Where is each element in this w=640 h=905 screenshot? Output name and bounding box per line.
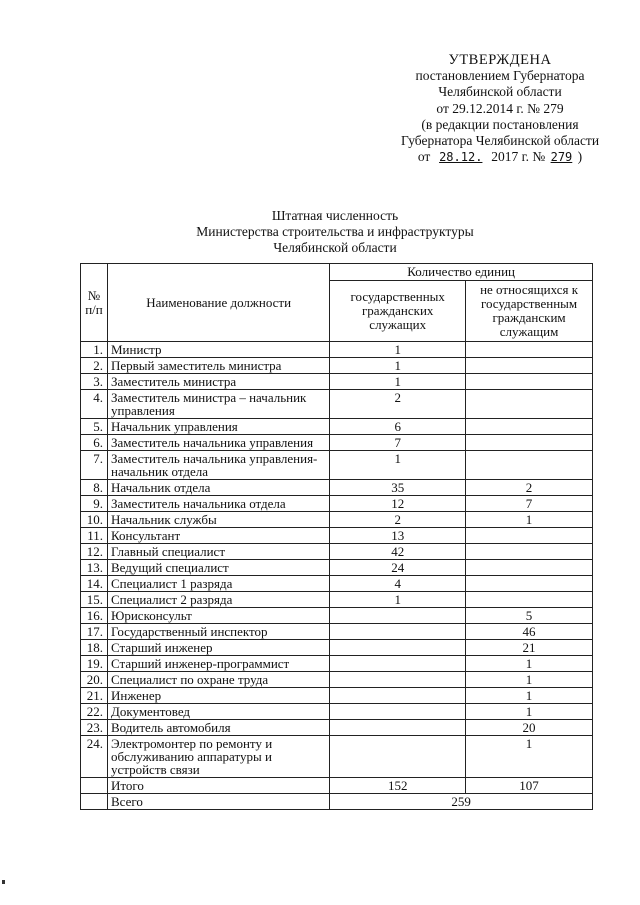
row-civil-count: 1 bbox=[330, 374, 466, 390]
table-row bbox=[81, 342, 593, 358]
approval-stamp bbox=[380, 52, 620, 165]
row-civil-count bbox=[330, 624, 466, 640]
amendment-close: ) bbox=[577, 149, 583, 165]
table-row bbox=[81, 374, 593, 390]
row-number: 22. bbox=[81, 704, 108, 720]
row-number: 16. bbox=[81, 608, 108, 624]
row-position-name: Электромонтер по ремонту и обслуживанию аппаратуры и устройств связи bbox=[107, 736, 329, 778]
row-position-name: Заместитель начальника отдела bbox=[107, 496, 329, 512]
staffing-table bbox=[80, 263, 593, 810]
row-number: 2. bbox=[81, 358, 108, 374]
row-civil-count: 42 bbox=[330, 544, 466, 560]
amendment-number: 279 bbox=[550, 150, 573, 165]
total-civil: 152 bbox=[330, 778, 466, 794]
title-line: Министерства строительства и инфраструктуры bbox=[196, 224, 474, 239]
row-civil-count bbox=[330, 656, 466, 672]
row-number: 7. bbox=[81, 451, 108, 480]
row-civil-count bbox=[330, 704, 466, 720]
row-noncivil-count: 1 bbox=[466, 672, 593, 688]
row-noncivil-count: 1 bbox=[466, 656, 593, 672]
row-position-name: Начальник службы bbox=[107, 512, 329, 528]
row-civil-count: 35 bbox=[330, 480, 466, 496]
row-number: 9. bbox=[81, 496, 108, 512]
table-row bbox=[81, 451, 593, 480]
row-position-name: Документовед bbox=[107, 704, 329, 720]
row-noncivil-count: 21 bbox=[466, 640, 593, 656]
title-line: Челябинской области bbox=[273, 240, 397, 255]
row-noncivil-count: 1 bbox=[466, 704, 593, 720]
row-civil-count bbox=[330, 672, 466, 688]
row-civil-count bbox=[330, 688, 466, 704]
row-number: 19. bbox=[81, 656, 108, 672]
row-civil-count: 4 bbox=[330, 576, 466, 592]
row-position-name: Заместитель министра bbox=[107, 374, 329, 390]
row-civil-count: 1 bbox=[330, 592, 466, 608]
row-noncivil-count: 46 bbox=[466, 624, 593, 640]
table-row bbox=[81, 560, 593, 576]
row-position-name: Государственный инспектор bbox=[107, 624, 329, 640]
table-row bbox=[81, 640, 593, 656]
total-row bbox=[81, 778, 593, 794]
table-row bbox=[81, 720, 593, 736]
row-noncivil-count bbox=[466, 435, 593, 451]
row-position-name: Заместитель начальника управления bbox=[107, 435, 329, 451]
grand-total-label: Всего bbox=[107, 794, 329, 810]
table-row bbox=[81, 576, 593, 592]
approval-line: постановлением Губернатора bbox=[415, 68, 585, 84]
row-noncivil-count: 7 bbox=[466, 496, 593, 512]
row-number: 14. bbox=[81, 576, 108, 592]
amendment-mid: 2017 г. № bbox=[491, 149, 546, 165]
row-position-name: Специалист 2 разряда bbox=[107, 592, 329, 608]
scan-mark bbox=[2, 880, 5, 884]
row-noncivil-count bbox=[466, 560, 593, 576]
table-row bbox=[81, 608, 593, 624]
row-civil-count: 7 bbox=[330, 435, 466, 451]
table-row bbox=[81, 419, 593, 435]
table-row bbox=[81, 544, 593, 560]
row-noncivil-count bbox=[466, 374, 593, 390]
row-number: 15. bbox=[81, 592, 108, 608]
row-noncivil-count bbox=[466, 358, 593, 374]
row-number: 4. bbox=[81, 390, 108, 419]
row-noncivil-count bbox=[466, 419, 593, 435]
row-number: 5. bbox=[81, 419, 108, 435]
row-civil-count: 1 bbox=[330, 358, 466, 374]
grand-total-value: 259 bbox=[330, 794, 593, 810]
row-position-name: Начальник управления bbox=[107, 419, 329, 435]
row-civil-count: 2 bbox=[330, 512, 466, 528]
row-number: 12. bbox=[81, 544, 108, 560]
table-row bbox=[81, 435, 593, 451]
table-row bbox=[81, 496, 593, 512]
row-position-name: Специалист по охране труда bbox=[107, 672, 329, 688]
row-position-name: Заместитель министра – начальник управления bbox=[107, 390, 329, 419]
total-label: Итого bbox=[107, 778, 329, 794]
row-number: 23. bbox=[81, 720, 108, 736]
row-civil-count bbox=[330, 640, 466, 656]
table-row bbox=[81, 688, 593, 704]
table-row bbox=[81, 704, 593, 720]
approval-line: Челябинской области bbox=[438, 84, 562, 100]
row-position-name: Начальник отдела bbox=[107, 480, 329, 496]
table-row bbox=[81, 512, 593, 528]
row-position-name: Заместитель начальника управления-начальник отдела bbox=[107, 451, 329, 480]
row-noncivil-count: 1 bbox=[466, 736, 593, 778]
row-noncivil-count: 20 bbox=[466, 720, 593, 736]
row-number: 8. bbox=[81, 480, 108, 496]
row-civil-count: 13 bbox=[330, 528, 466, 544]
table-row bbox=[81, 624, 593, 640]
document-title bbox=[0, 208, 640, 256]
row-position-name: Юрисконсульт bbox=[107, 608, 329, 624]
row-civil-count bbox=[330, 720, 466, 736]
row-position-name: Старший инженер-программист bbox=[107, 656, 329, 672]
row-civil-count: 1 bbox=[330, 451, 466, 480]
row-civil-count: 1 bbox=[330, 342, 466, 358]
row-position-name: Водитель автомобиля bbox=[107, 720, 329, 736]
row-noncivil-count bbox=[466, 528, 593, 544]
row-noncivil-count bbox=[466, 342, 593, 358]
table-row bbox=[81, 480, 593, 496]
header-name: Наименование должности bbox=[107, 264, 329, 342]
approval-heading: УТВЕРЖДЕНА bbox=[448, 52, 552, 68]
row-number: 3. bbox=[81, 374, 108, 390]
row-position-name: Консультант bbox=[107, 528, 329, 544]
row-number: 24. bbox=[81, 736, 108, 778]
amendment-prefix: от bbox=[417, 149, 431, 165]
header-num: № п/п bbox=[81, 264, 108, 342]
table-row bbox=[81, 592, 593, 608]
table-row bbox=[81, 358, 593, 374]
approval-line: от 29.12.2014 г. № 279 bbox=[436, 100, 564, 116]
table-row bbox=[81, 736, 593, 778]
row-noncivil-count: 1 bbox=[466, 688, 593, 704]
row-number: 21. bbox=[81, 688, 108, 704]
table-row bbox=[81, 390, 593, 419]
row-civil-count bbox=[330, 736, 466, 778]
row-noncivil-count bbox=[466, 390, 593, 419]
title-line: Штатная численность bbox=[271, 208, 399, 223]
row-position-name: Министр bbox=[107, 342, 329, 358]
row-number: 10. bbox=[81, 512, 108, 528]
row-noncivil-count bbox=[466, 592, 593, 608]
header-civil: государственных гражданских служащих bbox=[330, 281, 466, 342]
row-position-name: Первый заместитель министра bbox=[107, 358, 329, 374]
total-noncivil: 107 bbox=[466, 778, 593, 794]
row-civil-count: 6 bbox=[330, 419, 466, 435]
header-noncivil: не относящихся к государственным гражданским служащим bbox=[466, 281, 593, 342]
row-number: 17. bbox=[81, 624, 108, 640]
row-noncivil-count bbox=[466, 451, 593, 480]
row-number: 11. bbox=[81, 528, 108, 544]
row-civil-count: 24 bbox=[330, 560, 466, 576]
row-noncivil-count: 1 bbox=[466, 512, 593, 528]
row-position-name: Специалист 1 разряда bbox=[107, 576, 329, 592]
row-position-name: Главный специалист bbox=[107, 544, 329, 560]
row-number: 6. bbox=[81, 435, 108, 451]
row-noncivil-count bbox=[466, 576, 593, 592]
header-quantity-group: Количество единиц bbox=[330, 264, 593, 281]
row-civil-count: 12 bbox=[330, 496, 466, 512]
row-civil-count: 2 bbox=[330, 390, 466, 419]
table-row bbox=[81, 672, 593, 688]
row-noncivil-count: 2 bbox=[466, 480, 593, 496]
approval-line: (в редакции постановления bbox=[421, 116, 579, 132]
row-position-name: Старший инженер bbox=[107, 640, 329, 656]
row-number: 20. bbox=[81, 672, 108, 688]
row-noncivil-count bbox=[466, 544, 593, 560]
row-number: 13. bbox=[81, 560, 108, 576]
row-position-name: Инженер bbox=[107, 688, 329, 704]
table-row bbox=[81, 528, 593, 544]
row-noncivil-count: 5 bbox=[466, 608, 593, 624]
amendment-line bbox=[380, 149, 620, 165]
approval-line: Губернатора Челябинской области bbox=[400, 133, 600, 149]
grand-total-row bbox=[81, 794, 593, 810]
table-row bbox=[81, 656, 593, 672]
row-number: 1. bbox=[81, 342, 108, 358]
row-civil-count bbox=[330, 608, 466, 624]
row-number: 18. bbox=[81, 640, 108, 656]
row-position-name: Ведущий специалист bbox=[107, 560, 329, 576]
amendment-date: 28.12. bbox=[439, 150, 483, 165]
